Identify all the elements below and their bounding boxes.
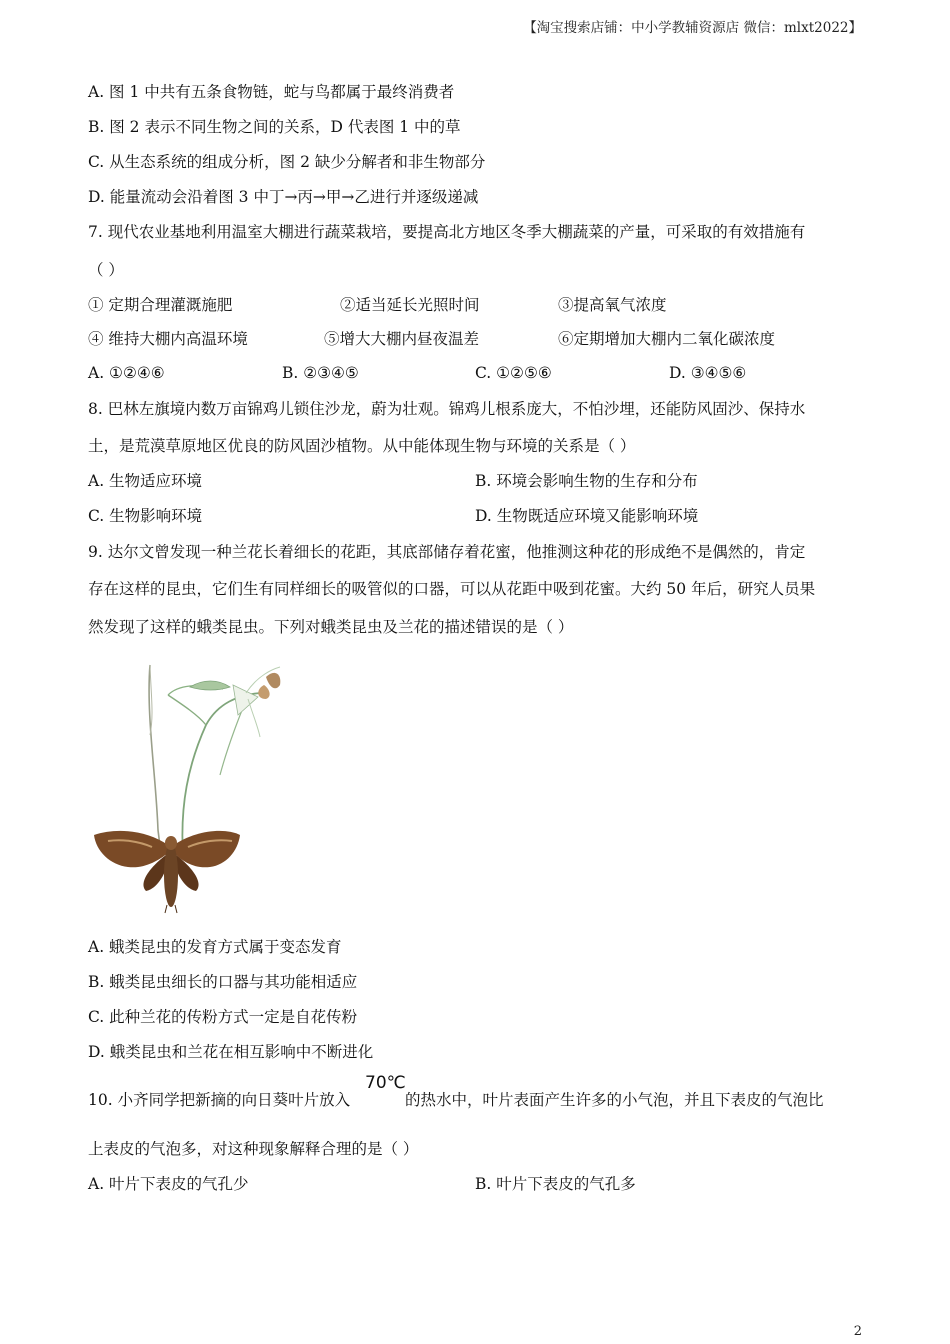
q7-option-d: D. ③④⑤⑥ [669, 364, 747, 382]
q7-option-c: C. ①②⑤⑥ [475, 364, 552, 382]
q7-item-3: ③提高氧气浓度 [558, 296, 667, 314]
q9-stem-line3: 然发现了这样的蛾类昆虫。下列对蛾类昆虫及兰花的描述错误的是（ ） [88, 618, 574, 636]
q6-option-b: B. 图 2 表示不同生物之间的关系，D 代表图 1 中的草 [88, 118, 461, 136]
q9-option-b: B. 蛾类昆虫细长的口器与其功能相适应 [88, 973, 358, 991]
orchid-moth-illustration [88, 655, 288, 917]
q9-stem-line1: 9. 达尔文曾发现一种兰花长着细长的花距，其底部储存着花蜜，他推测这种花的形成绝不是偶然的，肯定 [88, 543, 806, 561]
q6-option-d: D. 能量流动会沿着图 3 中丁→丙→甲→乙进行并逐级递减 [88, 188, 479, 206]
q7-stem: 7. 现代农业基地利用温室大棚进行蔬菜栽培，要提高北方地区冬季大棚蔬菜的产量，可采取的有效措施有 [88, 223, 806, 241]
q7-answer-paren: （ ） [88, 261, 124, 279]
q7-option-b: B. ②③④⑤ [282, 364, 359, 382]
page-number: 2 [853, 1324, 862, 1339]
q10-option-b: B. 叶片下表皮的气孔多 [475, 1175, 636, 1193]
q9-option-d: D. 蛾类昆虫和兰花在相互影响中不断进化 [88, 1043, 374, 1061]
q10-stem-line1-part2: 的热水中，叶片表面产生许多的小气泡，并且下表皮的气泡比 [405, 1091, 824, 1109]
q8-option-c: C. 生物影响环境 [88, 507, 203, 525]
q7-item-2: ②适当延长光照时间 [340, 296, 480, 314]
q9-option-a: A. 蛾类昆虫的发育方式属于变态发育 [88, 938, 342, 956]
q8-stem-line1: 8. 巴林左旗境内数万亩锦鸡儿锁住沙龙，蔚为壮观。锦鸡儿根系庞大，不怕沙埋，还能防风固沙、保持水 [88, 400, 806, 418]
page-header: 【淘宝搜索店铺：中小学教辅资源店 微信：mlxt2022】 [523, 20, 862, 36]
q8-option-a: A. 生物适应环境 [88, 472, 203, 490]
q7-option-a: A. ①②④⑥ [88, 364, 165, 382]
q9-stem-line2: 存在这样的昆虫，它们生有同样细长的吸管似的口器，可以从花距中吸到花蜜。大约 50 年后，研究人员果 [88, 580, 816, 598]
q7-item-6: ⑥定期增加大棚内二氧化碳浓度 [558, 330, 776, 348]
q8-option-b: B. 环境会影响生物的生存和分布 [475, 472, 698, 490]
q7-item-5: ⑤增大大棚内昼夜温差 [324, 330, 480, 348]
q10-stem-line2: 上表皮的气泡多，对这种现象解释合理的是（ ） [88, 1140, 419, 1158]
q6-option-a: A. 图 1 中共有五条食物链，蛇与鸟都属于最终消费者 [88, 83, 455, 101]
q9-option-c: C. 此种兰花的传粉方式一定是自花传粉 [88, 1008, 358, 1026]
q7-item-4: ④ 维持大棚内高温环境 [88, 330, 248, 348]
q7-item-1: ① 定期合理灌溉施肥 [88, 296, 233, 314]
q10-stem-line1-part1: 10. 小齐同学把新摘的向日葵叶片放入 [88, 1091, 351, 1109]
q8-stem-line2: 土，是荒漠草原地区优良的防风固沙植物。从中能体现生物与环境的关系是（ ） [88, 437, 636, 455]
q10-option-a: A. 叶片下表皮的气孔少 [88, 1175, 249, 1193]
q10-temperature: 70℃ [365, 1073, 406, 1093]
q8-option-d: D. 生物既适应环境又能影响环境 [475, 507, 699, 525]
q6-option-c: C. 从生态系统的组成分析，图 2 缺少分解者和非生物部分 [88, 153, 486, 171]
